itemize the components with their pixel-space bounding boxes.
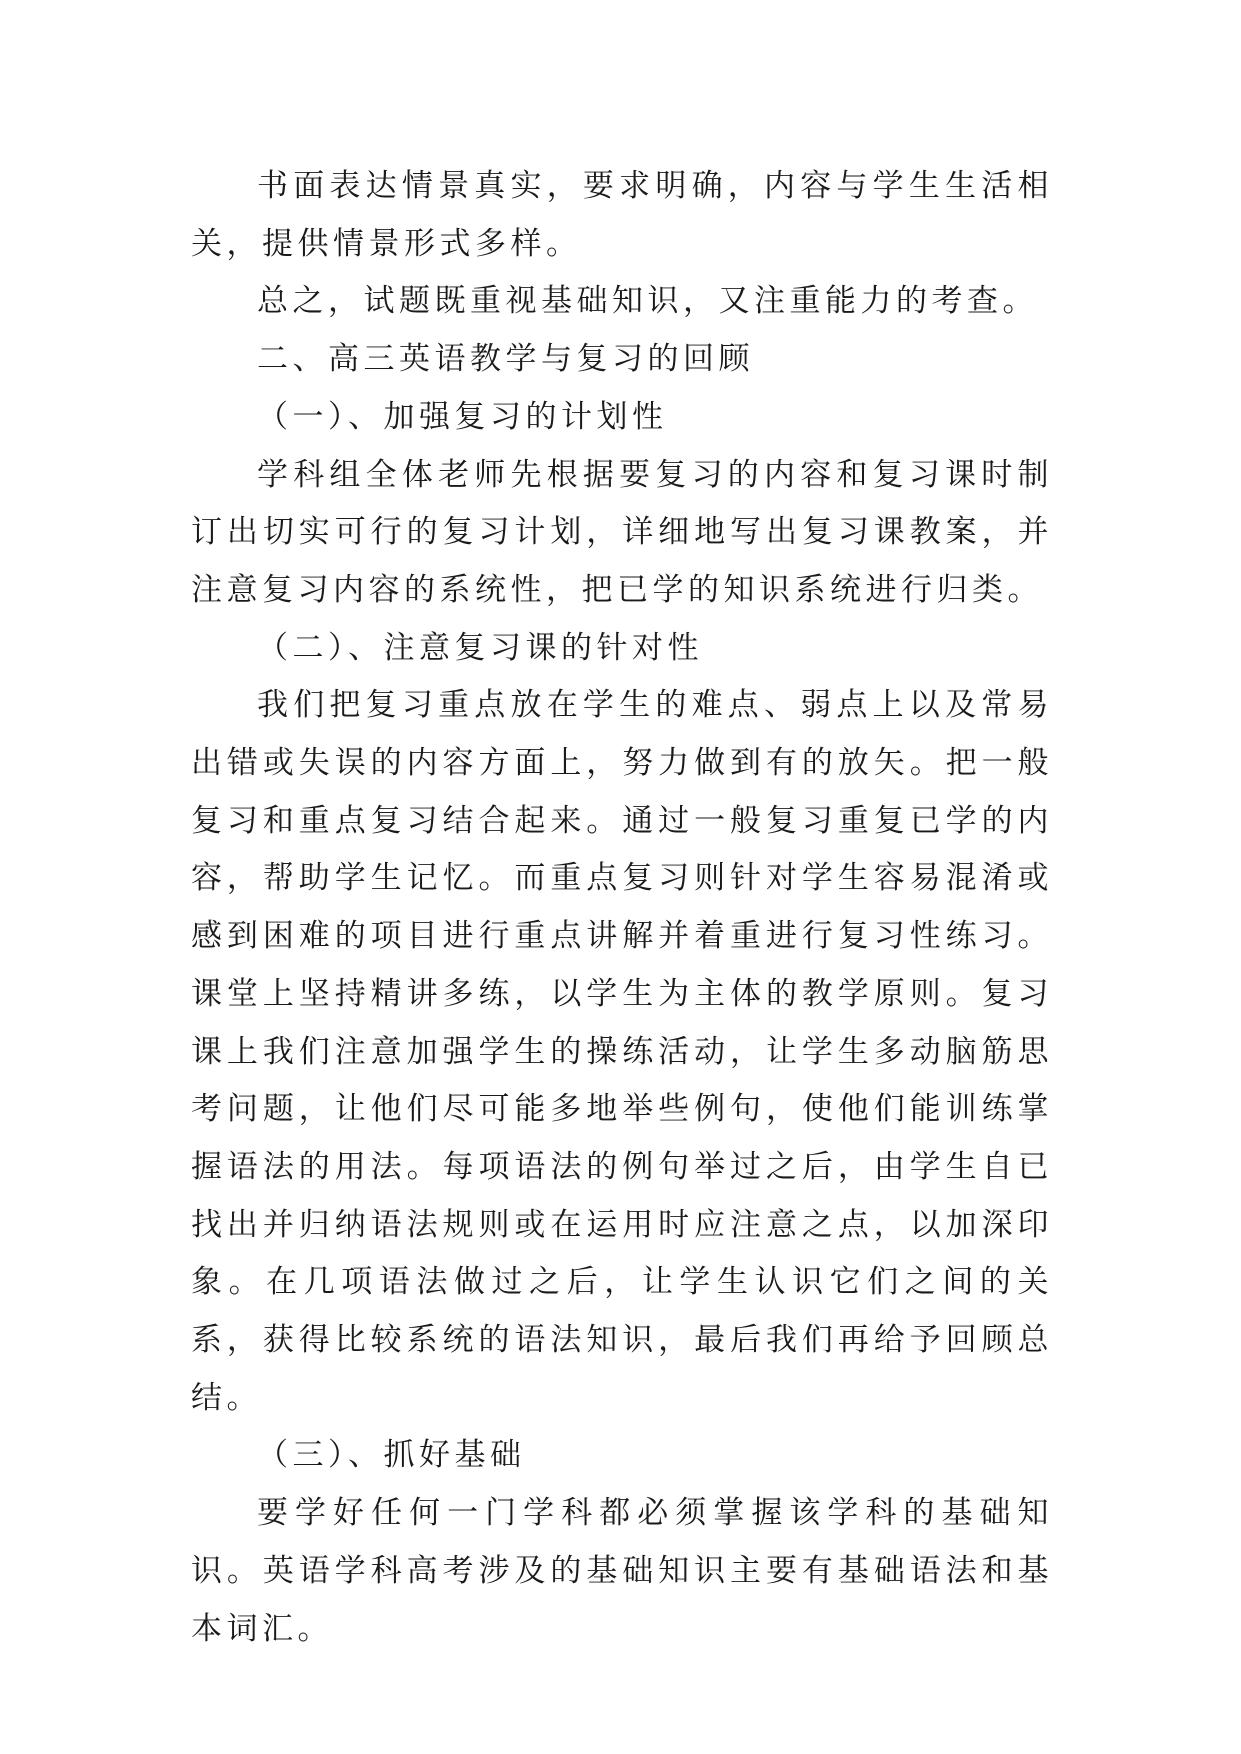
paragraph-summary: 总之，试题既重视基础知识，又注重能力的考查。	[257, 283, 1038, 320]
section-heading-review: 二、高三英语教学与复习的回顾	[257, 341, 754, 378]
paragraph-targeting: 我们把复习重点放在学生的难点、弱点上以及常易出错或失误的内容方面上，努力做到有的放矢。把一般复习和重点复习结合起来。通过一般复习重复已学的内容，帮助学生记忆。而重点复习则针对学生容易混淆或感到困难的项目进行重点讲解并着重进行复习性练习。课堂上坚持精讲多练，以学生为主体的教学原则。复习课上我们注意加强学生的操练活动，让学生多动脑筋思考问题，让他们尽可能多地举些例句，使他们能训练掌握语法的用法。每项语法的例句举过之后，由学生自已找出并归纳语法规则或在运用时应注意之点，以加深印象。在几项语法做过之后，让学生认识它们之间的关系，获得比较系统的语法知识，最后我们再给予回顾总结。	[191, 687, 1053, 1416]
subheading-planning: （一）、加强复习的计划性	[257, 398, 668, 435]
paragraph-written-expression: 书面表达情景真实，要求明确，内容与学生生活相关，提供情景形式多样。	[191, 168, 1053, 262]
paragraph-planning: 学科组全体老师先根据要复习的内容和复习课时制订出切实可行的复习计划，详细地写出复习课教案，并注意复习内容的系统性，把已学的知识系统进行归类。	[191, 456, 1053, 608]
document-body	[191, 158, 1053, 1658]
subheading-basics: （三）、抓好基础	[257, 1437, 526, 1474]
subheading-targeting: （二）、注意复习课的针对性	[257, 629, 703, 666]
paragraph-basics: 要学好任何一门学科都必须掌握该学科的基础知识。英语学科高考涉及的基础知识主要有基础语法和基本词汇。	[191, 1495, 1053, 1647]
